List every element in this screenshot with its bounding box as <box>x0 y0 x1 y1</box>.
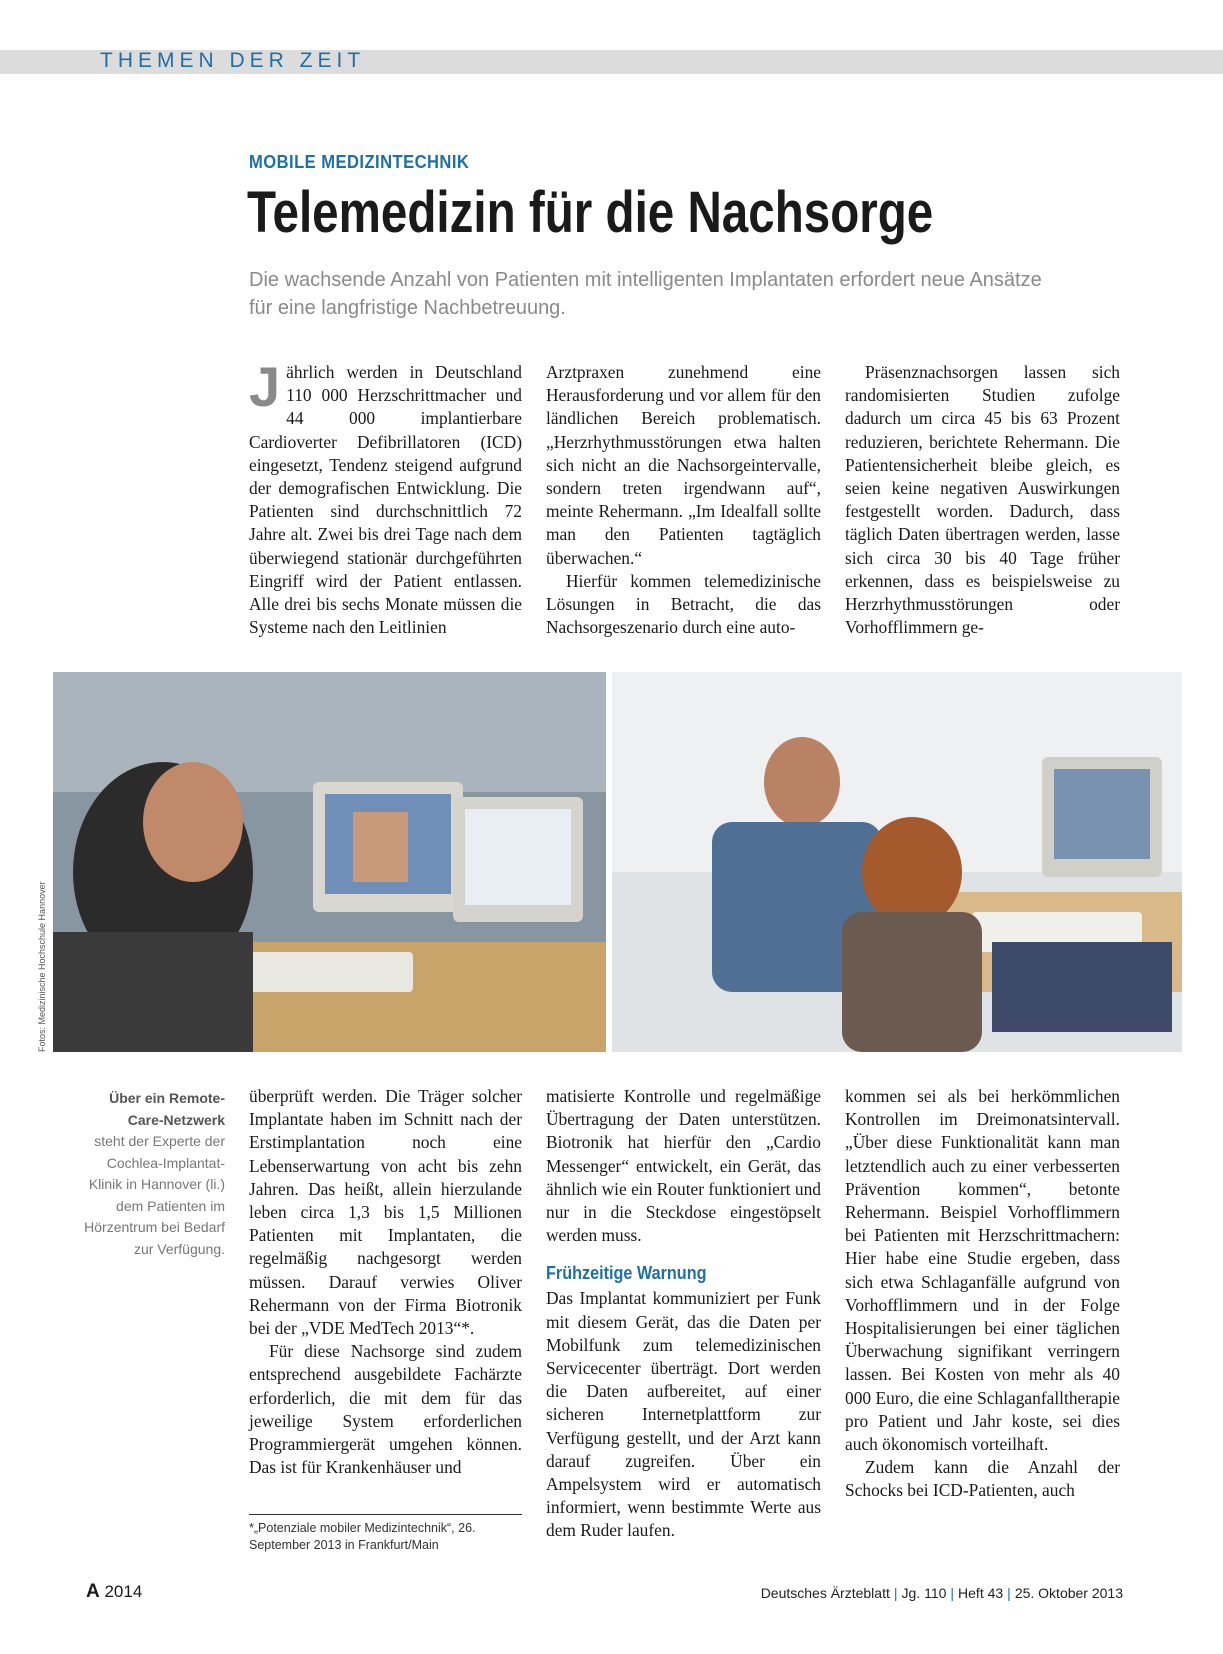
footnote-rule <box>249 1514 522 1515</box>
journal-volume: Jg. 110 <box>901 1585 947 1601</box>
paragraph: überprüft werden. Die Träger solcher Implantate haben im Schnitt nach der Erstimplantation noch eine Lebenserwartung von acht bis zehn Jahren. Das heißt, allein hierzulande leben circa 1,3 bis 1,5 Millionen Patienten mit Implantaten, die regelmäßig nachgesorgt werden müssen. Darauf verwies Oliver Rehermann von der Firma Biotronik bei der „VDE MedTech 2013“*. <box>249 1086 522 1339</box>
folio-number: 2014 <box>104 1582 143 1601</box>
journal-info: Deutsches Ärzteblatt | Jg. 110 | Heft 43 | 25. Oktober 2013 <box>760 1585 1123 1601</box>
photo-caption <box>80 1088 225 1260</box>
article-subtitle: Die wachsende Anzahl von Patienten mit intelligenten Implantaten erfordert neue Ansätze für eine langfristige Nachbetreuung. <box>249 269 1042 319</box>
lower-column-1 <box>249 1085 522 1479</box>
journal-issue: Heft 43 <box>958 1585 1004 1601</box>
dropcap: J <box>249 355 281 418</box>
caption-text: steht der Experte der Cochlea-Implantat-Klinik in Hannover (li.) dem Patienten im Hörzentrum bei Bedarf zur Verfügung. <box>84 1133 225 1257</box>
paragraph: ährlich werden in Deutschland 110 000 Herzschrittmacher und 44 000 implantierbare Cardioverter Defibrillatoren (ICD) eingesetzt, Tendenz steigend aufgrund der demografischen Entwicklung. Die Patienten sind durchschnittlich 72 Jahre alt. Zwei bis drei Tage nach dem überwiegend stationär durchgeführten Eingriff wird der Patient entlassen. Alle drei bis sechs Monate müssen die Systeme nach den Leitlinien <box>249 362 522 638</box>
paragraph: Für diese Nachsorge sind zudem entsprechend ausgebildete Fachärzte erforderlich, die mit dem für das jeweilige System erforderlichen Programmiergerät umgehen können. Das ist für Krankenhäuser und <box>249 1341 522 1478</box>
photo-doctor-remote <box>53 672 606 1052</box>
paragraph: matisierte Kontrolle und regelmäßige Übertragung der Daten unterstützen. Biotronik hat hierfür den „Cardio Messenger“ entwickelt, ein Gerät, das ähnlich wie ein Router funktioniert und nur in die Steckdose eingestöpselt werden muss. <box>546 1086 821 1246</box>
article-title: Telemedizin für die Nachsorge <box>247 180 934 245</box>
page-number <box>86 1581 142 1603</box>
folio-letter: A <box>86 1581 100 1602</box>
upper-column-3 <box>845 361 1120 639</box>
photo-patient-hoerzentrum <box>612 672 1182 1052</box>
subsection-heading: Frühzeitige Warnung <box>546 1263 707 1284</box>
section-label: THEMEN DER ZEIT <box>100 49 366 72</box>
article-kicker: MOBILE MEDIZINTECHNIK <box>249 152 470 172</box>
paragraph: Arztpraxen zunehmend eine Herausforderung und vor allem für den ländlichen Bereich problematisch. „Herzrhythmusstörungen etwa halten sich nicht an die Nachsorgeintervalle, sondern treten irgendwann auf“, meinte Rehermann. „Im Idealfall sollte man den Patienten tagtäglich überwachen.“ <box>546 362 821 568</box>
paragraph: Zudem kann die Anzahl der Schocks bei ICD-Patienten, auch <box>845 1457 1120 1501</box>
photo-doctor-image <box>53 672 606 1052</box>
paragraph: kommen sei als bei herkömmlichen Kontrollen im Dreimonatsintervall. „Über diese Funktionalität kann man letztendlich auch zu einer verbesserten Prävention kommen“, betonte Rehermann. Beispiel Vorhofflimmern bei Patienten mit Herzschrittmachern: Hier habe eine Studie ergeben, dass sich etwa Schlaganfälle aufgrund von Vorhofflimmern und in der Folge Hospitalisierungen bei einer täglichen Überwachung signifikant verringern lassen. Bei Kosten von mehr als 40 000 Euro, die eine Schlaganfalltherapie pro Patient und Jahr koste, sei dies auch ökonomisch vorteilhaft. <box>845 1086 1120 1455</box>
paragraph: Hierfür kommen telemedizinische Lösungen in Betracht, die das Nachsorgeszenario durch eine auto- <box>546 570 821 638</box>
journal-name: Deutsches Ärzteblatt <box>760 1585 890 1601</box>
lower-column-2 <box>546 1085 821 1543</box>
photo-credit: Fotos: Medizinische Hochschule Hannover <box>37 881 47 1052</box>
paragraph: Präsenznachsorgen lassen sich randomisierten Studien zufolge dadurch um circa 45 bis 63 Prozent reduzieren, berichtete Rehermann. Die Patientensicherheit bleibe gleich, es seien keine negativen Auswirkungen festgestellt worden. Dadurch, dass täglich Daten übertragen werden, lasse sich circa 30 bis 40 Tage früher erkennen, dass es beispielsweise zu Herzrhythmusstörungen oder Vorhofflimmern ge- <box>845 362 1120 638</box>
photo-patient-image <box>612 672 1182 1052</box>
footnote: *„Potenziale mobiler Medizintechnik“, 26. September 2013 in Frankfurt/Main <box>249 1521 476 1552</box>
caption-title: Über ein Remote-Care-Netzwerk <box>109 1090 225 1128</box>
journal-date: 25. Oktober 2013 <box>1014 1585 1123 1601</box>
lower-column-3 <box>845 1085 1120 1503</box>
upper-column-1 <box>249 355 522 639</box>
paragraph: Das Implantat kommuniziert per Funk mit diesem Gerät, das die Daten per Mobilfunk zum telemedizinischen Servicecenter überträgt. Dort werden die Daten aufbereitet, auf einer sicheren Internetplattform zur Verfügung gestellt, und der Arzt kann darauf zugreifen. Über ein Ampelsystem wird er automatisch informiert, wenn bestimmte Werte aus dem Ruder laufen. <box>546 1288 821 1541</box>
upper-column-2 <box>546 361 821 639</box>
